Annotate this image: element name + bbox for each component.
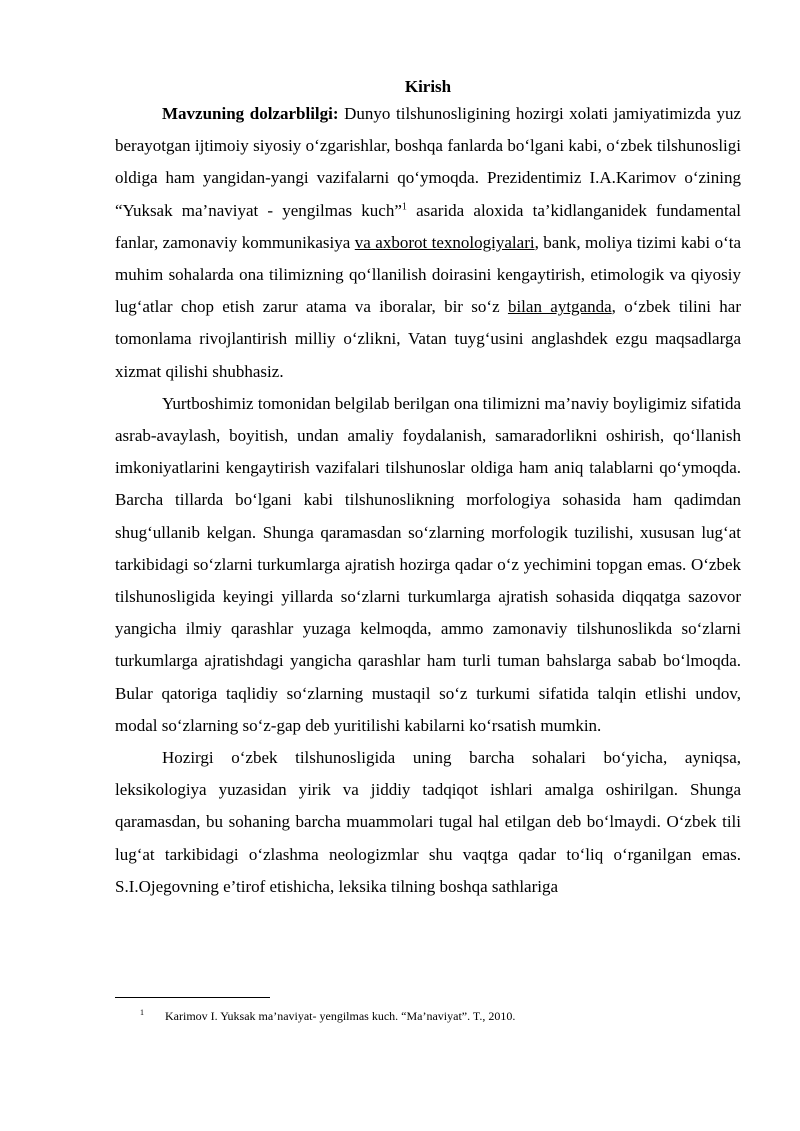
paragraph-relevance bbox=[115, 98, 741, 388]
relevance-lead: Mavzuning dolzarblilgi: bbox=[162, 104, 339, 123]
footnote-reference: 1 bbox=[401, 200, 407, 212]
underlined-phrase-2: bilan aytganda bbox=[507, 297, 612, 317]
paragraph1-text-3: , bank, moliya tizimi kabi o‘ta muhim sohalarda ona tilimizning qo‘llanilish doirasini kengaytirish, etimologik va qiyosiy lug‘atlar chop etish zarur atama va iboralar, bir so‘z bbox=[115, 232, 741, 317]
paragraph-3: Hozirgi o‘zbek tilshunosligida uning barcha sohalari bo‘yicha, ayniqsa, leksikologiya yuzasidan yirik va jiddiy tadqiqot ishlari amalga oshirilgan. Shunga qaramasdan, bu sohaning barcha muammolari tugal hal etilgan deb bo‘lmaydi. O‘zbek tili lug‘at tarkibidagi o‘zlashma neologizmlar shu vaqtga qadar to‘liq o‘rganilgan emas. S.I.Ojegovning e’tirof etishicha, leksika tilning boshqa sathlariga bbox=[115, 748, 741, 896]
underlined-phrase-1: va axborot texnologiyalari bbox=[354, 232, 535, 252]
footnote-text: Karimov I. Yuksak ma’naviyat- yengilmas kuch. “Ma’naviyat”. T., 2010. bbox=[165, 1009, 516, 1023]
document-body bbox=[115, 76, 741, 903]
section-title: Kirish bbox=[404, 77, 452, 96]
footnote-mark: 1 bbox=[140, 1008, 144, 1017]
paragraph1-text-1: Dunyo tilshunosligining hozirgi xolati jamiyatimizda yuz berayotgan ijtimoiy siyosiy o‘zgarishlar, boshqa fanlarda bo‘lgani kabi, o‘zbek tilshunosligi oldiga ham yangidan-yangi vazifalarni qo‘ymoqda. Prezidentimiz I.A.Karimov o‘zining “Yuksak ma’naviyat - yengilmas kuch” bbox=[115, 104, 741, 220]
paragraph1-text-4: , o‘zbek tilini har tomonlama rivojlantirish milliy o‘zlikni, Vatan tuyg‘usini anglashdek ezgu maqsadlarga xizmat qilishi shubhasiz. bbox=[115, 297, 741, 381]
paragraph-2: Yurtboshimiz tomonidan belgilab berilgan ona tilimizni ma’naviy boyligimiz sifatida asrab-avaylash, boyitish, undan amaliy foydalanish, samaradorlikni oshirish, qo‘llanish imkoniyatlarini kengaytirish vazifalari tilshunoslar oldiga ham aniq talablarni qo‘ymoqda. Barcha tillarda bo‘lgani kabi tilshunoslikning morfologiya sohasida ham qadimdan shug‘ullanib kelgan. Shunga qaramasdan so‘zlarning morfologik tuzilishi, xususan lug‘at tarkibidagi so‘zlarni turkumlarga ajratish hozirga qadar o‘z yechimini topgan emas. O‘zbek tilshunosligida keyingi yillarda so‘zlarni turkumlarga ajratish sohasida diqqatga sazovor yangicha ilmiy qarashlar yuzaga kelmoqda, ammo zamonaviy tilshunoslikda so‘zlarni turkumlarga ajratishdagi yangicha qarashlar ham turli tuman bahslarga sabab bo‘lmoqda. Bular qatoriga taqlidiy so‘zlarning mustaqil so‘z turkumi sifatida talqin etlishi undov, modal so‘zlarning so‘z-gap deb yuritilishi kabilarni ko‘rsatish mumkin. bbox=[115, 393, 741, 735]
footnote bbox=[140, 1005, 740, 1024]
paragraph1-text-2: asarida aloxida ta’kidlanganidek fundamental fanlar, zamonaviy kommunikasiya bbox=[115, 200, 741, 252]
footnote-separator bbox=[115, 997, 270, 998]
